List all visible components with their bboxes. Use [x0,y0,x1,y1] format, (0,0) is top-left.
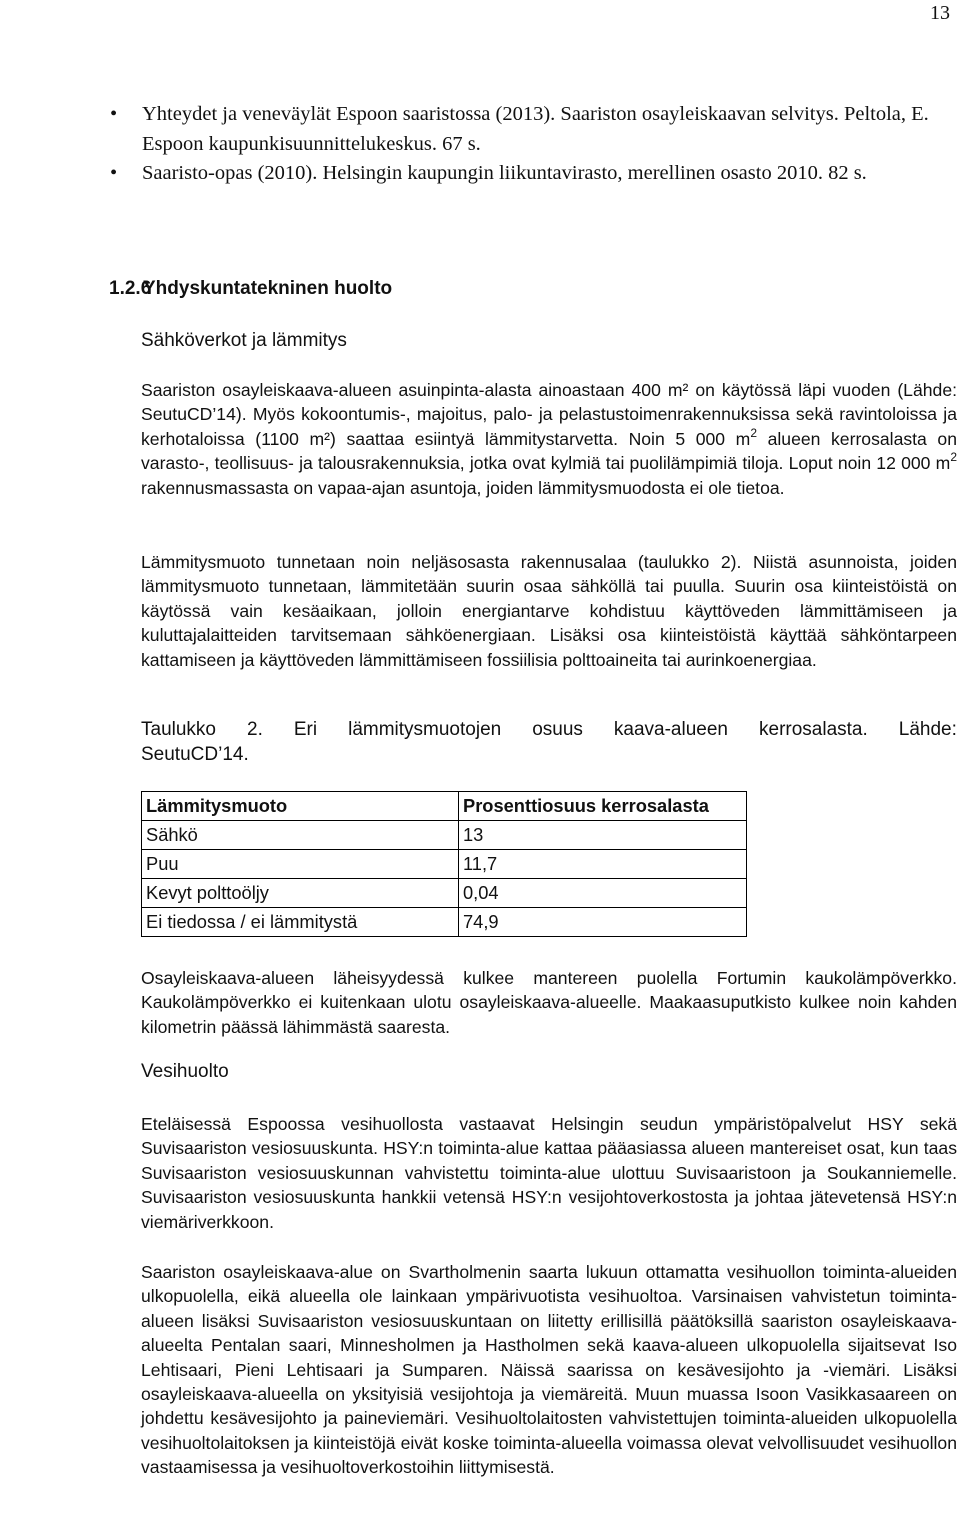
section-title: Yhdyskuntatekninen huolto [143,278,393,299]
reference-list [110,100,930,189]
table-header-cell: Lämmitysmuoto [142,792,459,821]
water-paragraph-1 [141,1112,957,1234]
caption-word: Taulukko [141,719,216,740]
heating-text-part: alueen kerrosalasta on varasto-, teollisuus- ja talousrakennuksia, jotka ovat kylmiä tai puolilämpimiä tiloja. Loput noin 12 000 m [141,428,957,474]
water-subheading: Vesihuolto [141,1061,229,1082]
table-cell: 13 [459,821,747,850]
table-cell: 0,04 [459,879,747,908]
heating-paragraph-2-text: Lämmitysmuoto tunnetaan noin neljäsosasta rakennusalaa (taulukko 2). Niistä asunnoista, joiden lämmitysmuoto tunnetaan, lämmitetään suurin osaa sähköllä tai puulla. Suurin osa kiinteistöistä on käytössä vain kesäaikaan, jolloin energiantarve kohdistuu käyttöveden lämmittämiseen ja kuluttajalaitteiden tarvitsemaan sähköenergiaan. Lisäksi osa kiinteistöistä käyttää sähköntarpeen kattamiseen ja käyttöveden lämmittämiseen fossiilisia polttoaineita tai aurinkoenergiaa. [141,552,957,670]
reference-text: Saaristo-opas (2010). Helsingin kaupungin liikuntavirasto, merellinen osasto 2010. 82 s. [142,162,867,184]
water-paragraph-2-text: Saariston osayleiskaava-alue on Svartholmenin saarta lukuun ottamatta vesihuollon toiminta-alueiden ulkopuolella, eikä alueella ole lainkaan ympärivuotista vesihuoltoa. Varsinaisen vahvistetun toiminta-alueen lisäksi Suvisaariston vesiosuuskuntaan on liitetty erillisillä päätöksillä saariston osayleiskaava-alueelta Pentalan saari, Minnesholmen ja Hastholmen sekä kaava-alueen ulkopuolella sijaitsevat Iso Lehtisaari, Pieni Lehtisaari ja Sumparen. Näissä saarissa on kesävesijohto ja -viemäri. Lisäksi osayleiskaava-alueella on yksityisiä vesijohtoja ja viemäreitä. Muun muassa Isoon Vasikkasaareen on johdettu kesävesijohto ja paineviemäri. Vesihuoltolaitosten vahvistettujen toiminta-alueiden ulkopuolella vesihuoltolaitoksen ja kiinteistöjä eivät koske toiminta-alueella voimassa olevat velvollisuudet vesihuollon vastaamisessa ja vesihuoltoverkostoihin liittymisestä. [141,1262,957,1478]
table-cell: 74,9 [459,908,747,937]
page-number: 13 [930,2,950,24]
caption-word: kaava-alueen [613,719,728,740]
table-caption-line-2: SeutuCD’14. [141,743,249,765]
caption-word: osuus [532,719,583,740]
table-row [142,908,747,937]
caption-word: Eri [293,719,318,740]
heating-text-part: Saariston osayleiskaava-alueen asuinpinta-alasta ainoastaan 400 m² on käytössä läpi vuoden (Lähde: SeutuCD’14). Myös kokoontumis-, majoitus, palo- ja pelastustoimenrakennuksissa sekä ravintoloissa ja kerhotaloissa (1100 m²) saattaa esiintyä lämmitystarvetta. Noin 5 000 m [141,380,957,449]
caption-word: Lähde: [898,719,957,740]
heating-subheading: Sähköverkot ja lämmitys [141,330,347,351]
heating-paragraph-2 [141,550,957,672]
reference-item [110,100,930,159]
district-heating-text: Osayleiskaava-alueen läheisyydessä kulkee mantereen puolella Fortumin kaukolämpöverkko. Kaukolämpöverkko ei kuitenkaan ulotu osayleiskaava-alueelle. Maakaasuputkisto kulkee noin kahden kilometrin päässä lähimmästä saaresta. [141,968,957,1037]
heating-text-part: rakennusmassasta on vapaa-ajan asuntoja, joiden lämmitysmuodosta ei ole tietoa. [141,477,785,498]
caption-word: lämmitysmuotojen [348,719,502,740]
table-row [142,821,747,850]
table-row [142,850,747,879]
bullet-icon: • [110,103,118,125]
section-number: 1.2.6 [109,278,152,299]
table-header-row [142,792,747,821]
heating-table [141,791,747,937]
table-cell: Kevyt polttoöljy [142,879,459,908]
water-paragraph-2 [141,1260,957,1480]
reference-text: Yhteydet ja veneväylät Espoon saaristossa (2013). Saariston osayleiskaavan selvitys. Peltola, E. Espoon kaupunkisuunnittelukeskus. 67 s. [142,103,929,155]
caption-word: kerrosalasta. [759,719,868,740]
table-cell: 11,7 [459,850,747,879]
superscript: 2 [750,425,757,440]
table-cell: Sähkö [142,821,459,850]
district-heating-paragraph [141,966,957,1039]
superscript: 2 [950,450,957,465]
section-heading [109,278,392,300]
caption-word: 2. [247,719,263,740]
table-cell: Ei tiedossa / ei lämmitystä [142,908,459,937]
table-row [142,879,747,908]
table-header-cell: Prosenttiosuus kerrosalasta [459,792,747,821]
table-caption-line-1 [141,718,957,743]
bullet-icon: • [110,162,118,184]
table-caption [141,718,957,767]
heating-paragraph-1 [141,378,957,500]
table-cell: Puu [142,850,459,879]
reference-item [110,159,930,189]
water-paragraph-1-text: Eteläisessä Espoossa vesihuollosta vastaavat Helsingin seudun ympäristöpalvelut HSY sekä Suvisaariston vesiosuuskunta. HSY:n toiminta-alue kattaa pääasiassa alueen mantereiset osat, kun taas Suvisaariston vesiosuuskunnan vahvistettu toiminta-alue ulottuu Suvisaaristoon ja Soukanniemelle. Suvisaariston vesiosuuskunta hankkii vetensä HSY:n vesijohtoverkostosta ja johtaa jätevetensä HSY:n viemäriverkkoon. [141,1114,957,1232]
